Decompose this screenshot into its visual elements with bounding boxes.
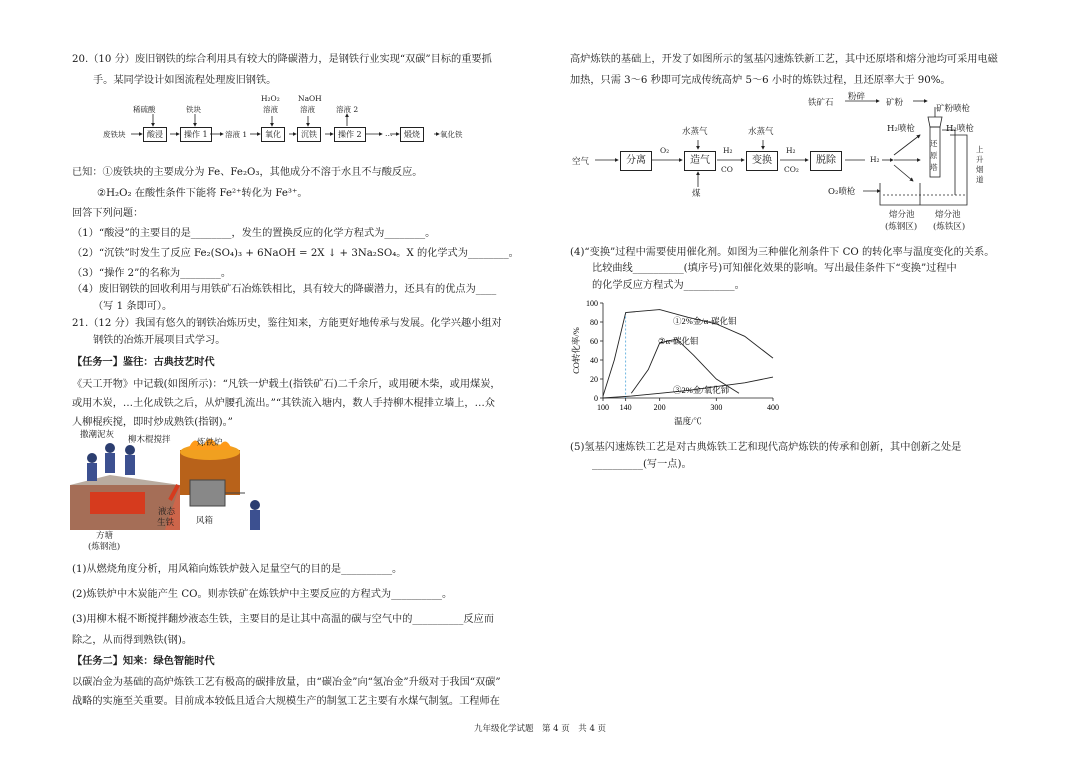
illus-label: 风箱 — [196, 516, 214, 526]
x-tick-label: 140 — [619, 403, 632, 412]
reagent-label: 铁块 — [186, 105, 201, 114]
flow-box: 沉铁 — [297, 127, 321, 142]
series-label-3: ③2%金/氧化铈 — [673, 385, 730, 395]
mid-label: … — [385, 129, 393, 138]
crush-label: 粉碎 — [848, 92, 866, 102]
co2-label: CO₂ — [784, 165, 799, 174]
y-tick-label: 0 — [594, 394, 598, 403]
flow1-arrows — [95, 110, 455, 140]
y-tick-label: 80 — [590, 318, 598, 327]
x-tick-label: 100 — [597, 403, 609, 412]
y-tick-label: 100 — [586, 299, 598, 308]
chimney-char: 升 — [976, 155, 984, 164]
flow2-lines — [595, 95, 1015, 210]
tower-char: 原 — [930, 151, 938, 160]
co-conversion-chart — [565, 293, 795, 433]
h2-label: H₂ — [870, 155, 880, 164]
task1-text: 人柳棍疾搅，即时炒成熟铁(指钢)。” — [72, 417, 233, 428]
y-axis-label: CO转化率/% — [571, 327, 581, 374]
reagent-label: 溶液 2 — [336, 105, 359, 114]
q20-sub4: （4）废旧钢铁的回收利用与用铁矿石冶炼铁相比，具有较大的降碳潜力，还具有的优点为____ — [72, 284, 497, 295]
x-axis-label: 温度/℃ — [674, 416, 702, 426]
illus-label: 生铁 — [157, 518, 175, 528]
right-intro: 加热，只需 3～6 秒即可完成传统高炉 5～6 小时的炼铁过程，且还原率大于 90%。 — [570, 75, 951, 86]
known-line1: 已知：①废铁块的主要成分为 Fe、Fe₂O₃，其他成分不溶于水且不与酸反应。 — [72, 167, 423, 178]
zone-label: (炼钢区) — [885, 222, 918, 232]
task2-text: 战略的实施至关重要。目前成本较低且适合大规模生产的制氢工艺主要有水煤气制氢。工程师在 — [72, 696, 500, 707]
q20-sub4b: （写 1 条即可）。 — [93, 301, 173, 312]
illus-label: 撒潮泥灰 — [80, 430, 115, 440]
flow-box: 操作 2 — [334, 127, 366, 142]
gasify-box: 造气 — [684, 151, 716, 171]
t1-q1: (1)从燃烧角度分析，用风箱向炼铁炉鼓入足量空气的目的是__________。 — [72, 564, 403, 575]
q5-line2: __________(写一点)。 — [592, 459, 692, 470]
answer-intro: 回答下列问题： — [72, 208, 144, 219]
illus-label: 方塘 — [96, 531, 114, 541]
q4-line2: 比较曲线__________(填序号)可知催化效果的影响。写出最佳条件下“变换”过程中 — [592, 263, 957, 274]
steam-label: 水蒸气 — [682, 127, 708, 137]
q21-line2: 钢铁的冶炼开展项目式学习。 — [93, 335, 226, 346]
flow-box: 氧化 — [261, 127, 285, 142]
y-tick-label: 40 — [590, 356, 598, 365]
t1-q3b: 除之，从而得到熟铁(钢)。 — [72, 635, 193, 646]
y-tick-label: 60 — [590, 337, 598, 346]
q20-sub2: （2）“沉铁”时发生了反应 Fe₂(SO₄)₃ + 6NaOH = 2X ↓ + 3Na₂SO₄。X 的化学式为________。 — [72, 248, 519, 259]
powder-label: 矿粉 — [886, 98, 904, 108]
q20-sub1: （1）“酸浸”的主要目的是________，发生的置换反应的化学方程式为________。 — [72, 228, 436, 239]
reagent-label: 溶液 — [300, 105, 315, 114]
h2-gun-label: H₂喷枪 — [887, 124, 915, 134]
h2-label: H₂ — [786, 146, 796, 155]
reagent-label: NaOH — [298, 94, 322, 103]
x-tick-label: 300 — [710, 403, 723, 412]
q20-line1: 20.（10 分）废旧钢铁的综合利用具有较大的降碳潜力，是钢铁行业实现“双碳”目标的重要抓 — [72, 54, 492, 65]
illus-label: 炼铁炉 — [197, 438, 223, 448]
tower-char: 还 — [930, 139, 938, 148]
separate-box: 分离 — [620, 151, 652, 171]
shift-box: 变换 — [746, 151, 778, 171]
steam-label: 水蒸气 — [748, 127, 774, 137]
zone-label: (炼铁区) — [933, 222, 966, 232]
chimney-char: 道 — [976, 175, 984, 184]
right-intro: 高炉炼铁的基础上，开发了如图所示的氢基闪速炼铁新工艺，其中还原塔和熔分池均可采用电磁 — [570, 54, 998, 65]
ore-label: 铁矿石 — [808, 98, 834, 108]
q20-sub3: （3）“操作 2”的名称为________。 — [72, 268, 232, 279]
h2-gun-label: H₂喷枪 — [946, 124, 974, 134]
pool-label: 熔分池 — [889, 210, 915, 220]
end-label: 氧化铁 — [440, 130, 463, 139]
illus-label: 柳木棍搅拌 — [128, 435, 171, 445]
h2-label: H₂ — [723, 146, 733, 155]
task1-text: 或用木炭，…土化成铁之后，从炉腰孔流出。”“其铁流入塘内，数人手持柳木棍排立墙上，…众 — [72, 398, 495, 409]
tower-char: 塔 — [930, 163, 938, 172]
remove-box: 脱除 — [810, 151, 842, 171]
task1-text: 《天工开物》中记载(如图所示)：“凡铁一炉载土(指铁矿石)二千余斤，或用硬木柴，或用煤炭， — [72, 379, 501, 390]
flow-box: 操作 1 — [180, 127, 212, 142]
series-label-2: ②α-碳化钼 — [658, 336, 699, 346]
o2-gun-label: O₂喷枪 — [828, 187, 856, 197]
pool-label: 熔分池 — [935, 210, 961, 220]
reagent-label: 溶液 — [263, 105, 278, 114]
y-tick-label: 20 — [590, 375, 598, 384]
start-label: 废铁块 — [103, 130, 126, 139]
known-line2: ②H₂O₂ 在酸性条件下能将 Fe²⁺转化为 Fe³⁺。 — [97, 188, 308, 199]
task2-title: 【任务二】知来：绿色智能时代 — [72, 655, 215, 667]
t1-q2: (2)炼铁炉中木炭能产生 CO。则赤铁矿在炼铁炉中主要反应的方程式为__________。 — [72, 589, 453, 600]
co-label: CO — [721, 165, 733, 174]
powder-gun-label: 矿粉喷枪 — [936, 104, 971, 114]
reagent-label: H₂O₂ — [261, 94, 280, 103]
task2-text: 以碳冶金为基础的高炉炼铁工艺有极高的碳排放量，由“碳冶金”向“氢冶金”升级对于我国“双碳” — [72, 677, 501, 688]
chimney-char: 烟 — [976, 165, 984, 174]
flow-box: 酸浸 — [143, 127, 167, 142]
chimney-char: 上 — [976, 145, 984, 154]
reagent-label: 稀硫酸 — [133, 105, 156, 114]
flow-box: 煅烧 — [400, 127, 424, 142]
o2-label: O₂ — [660, 146, 670, 155]
x-tick-label: 400 — [767, 403, 779, 412]
q5-line1: (5)氢基闪速炼铁工艺是对古典炼铁工艺和现代高炉炼铁的传承和创新，其中创新之处是 — [570, 442, 962, 453]
q21-line1: 21.（12 分）我国有悠久的钢铁冶炼历史，鉴往知来，方能更好地传承与发展。化学兴趣小组对 — [72, 318, 502, 329]
series-label-1: ①2%金/α-碳化钼 — [673, 316, 737, 326]
mid-label: 溶液 1 — [225, 130, 248, 139]
t1-q3: (3)用柳木棍不断搅拌翻炒液态生铁，主要目的是让其中高温的碳与空气中的__________反应而 — [72, 614, 494, 625]
q20-line2: 手。某同学设计如图流程处理废旧钢铁。 — [93, 75, 277, 86]
air-label: 空气 — [572, 157, 590, 167]
q4-line1: (4)“变换”过程中需要使用催化剂。如图为三种催化剂条件下 CO 的转化率与温度变化的关系。 — [570, 247, 995, 258]
page-footer: 九年级化学试题 第 4 页 共 4 页 — [473, 724, 607, 734]
illus-label: 液态 — [158, 507, 176, 517]
coal-label: 煤 — [692, 189, 701, 199]
illus-label: (炼钢池) — [88, 542, 121, 552]
task1-title: 【任务一】鉴往：古典技艺时代 — [72, 356, 215, 368]
q4-line3: 的化学反应方程式为__________。 — [592, 280, 745, 291]
x-tick-label: 200 — [653, 403, 666, 412]
